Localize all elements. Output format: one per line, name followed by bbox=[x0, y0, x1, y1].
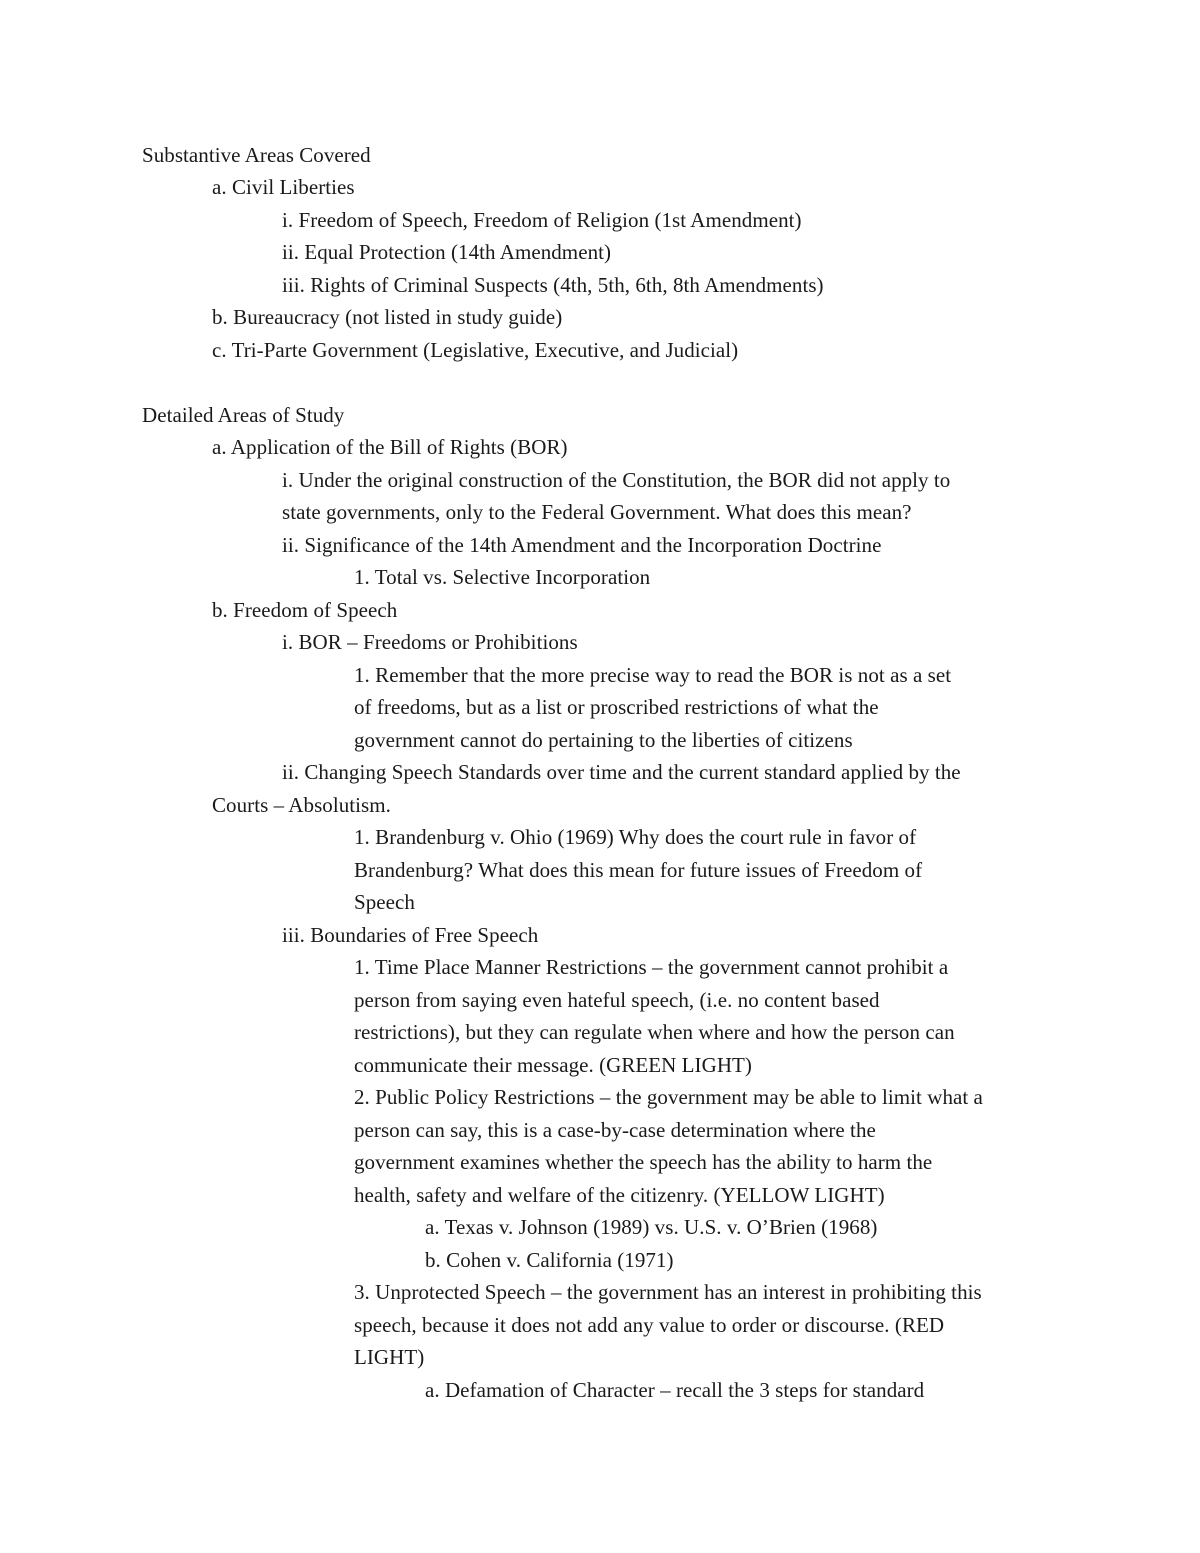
outline-item: 1. Brandenburg v. Ohio (1969) Why does the court rule in favor of bbox=[354, 825, 917, 849]
outline-item: b. Cohen v. California (1971) bbox=[425, 1248, 674, 1272]
outline-item: c. Tri-Parte Government (Legislative, Executive, and Judicial) bbox=[212, 338, 739, 362]
section-heading-substantive: Substantive Areas Covered bbox=[142, 143, 371, 167]
outline-item: ii. Changing Speech Standards over time and the current standard applied by the bbox=[282, 760, 961, 784]
outline-item: 3. Unprotected Speech – the government has an interest in prohibiting this bbox=[354, 1280, 982, 1304]
outline-item: i. Under the original construction of the Constitution, the BOR did not apply to bbox=[282, 468, 951, 492]
outline-item-continuation: person from saying even hateful speech, (i.e. no content based bbox=[354, 988, 880, 1012]
outline-item: i. BOR – Freedoms or Prohibitions bbox=[282, 630, 578, 654]
outline-item: b. Freedom of Speech bbox=[212, 598, 398, 622]
outline-item-continuation: government examines whether the speech has the ability to harm the bbox=[354, 1150, 933, 1174]
outline-item-continuation: Speech bbox=[354, 890, 415, 914]
outline-item: 1. Time Place Manner Restrictions – the government cannot prohibit a bbox=[354, 955, 949, 979]
outline-item-continuation: Courts – Absolutism. bbox=[212, 793, 391, 817]
outline-item: i. Freedom of Speech, Freedom of Religion (1st Amendment) bbox=[282, 208, 802, 232]
outline-item: ii. Equal Protection (14th Amendment) bbox=[282, 240, 612, 264]
outline-item: a. Defamation of Character – recall the 3 steps for standard bbox=[425, 1378, 925, 1402]
outline-item-continuation: speech, because it does not add any value to order or discourse. (RED bbox=[354, 1313, 945, 1337]
section-heading-detailed: Detailed Areas of Study bbox=[142, 403, 345, 427]
outline-item-continuation: restrictions), but they can regulate when where and how the person can bbox=[354, 1020, 955, 1044]
outline-item-continuation: person can say, this is a case-by-case determination where the bbox=[354, 1118, 876, 1142]
outline-item: b. Bureaucracy (not listed in study guide) bbox=[212, 305, 563, 329]
outline-item: iii. Rights of Criminal Suspects (4th, 5th, 6th, 8th Amendments) bbox=[282, 273, 824, 297]
outline-item-continuation: government cannot do pertaining to the liberties of citizens bbox=[354, 728, 853, 752]
outline-item: a. Civil Liberties bbox=[212, 175, 355, 199]
outline-item: 2. Public Policy Restrictions – the government may be able to limit what a bbox=[354, 1085, 983, 1109]
outline-item-continuation: state governments, only to the Federal Government. What does this mean? bbox=[282, 500, 912, 524]
outline-item-continuation: health, safety and welfare of the citizenry. (YELLOW LIGHT) bbox=[354, 1183, 885, 1207]
outline-item-continuation: LIGHT) bbox=[354, 1345, 425, 1369]
outline-item: iii. Boundaries of Free Speech bbox=[282, 923, 539, 947]
outline-item-continuation: of freedoms, but as a list or proscribed restrictions of what the bbox=[354, 695, 879, 719]
outline-item: 1. Total vs. Selective Incorporation bbox=[354, 565, 651, 589]
outline-item: a. Application of the Bill of Rights (BOR) bbox=[212, 435, 568, 459]
outline-item: a. Texas v. Johnson (1989) vs. U.S. v. O’Brien (1968) bbox=[425, 1215, 878, 1239]
outline-item-continuation: communicate their message. (GREEN LIGHT) bbox=[354, 1053, 752, 1077]
outline-item: ii. Significance of the 14th Amendment and the Incorporation Doctrine bbox=[282, 533, 882, 557]
outline-item-continuation: Brandenburg? What does this mean for future issues of Freedom of bbox=[354, 858, 923, 882]
outline-item: 1. Remember that the more precise way to read the BOR is not as a set bbox=[354, 663, 952, 687]
